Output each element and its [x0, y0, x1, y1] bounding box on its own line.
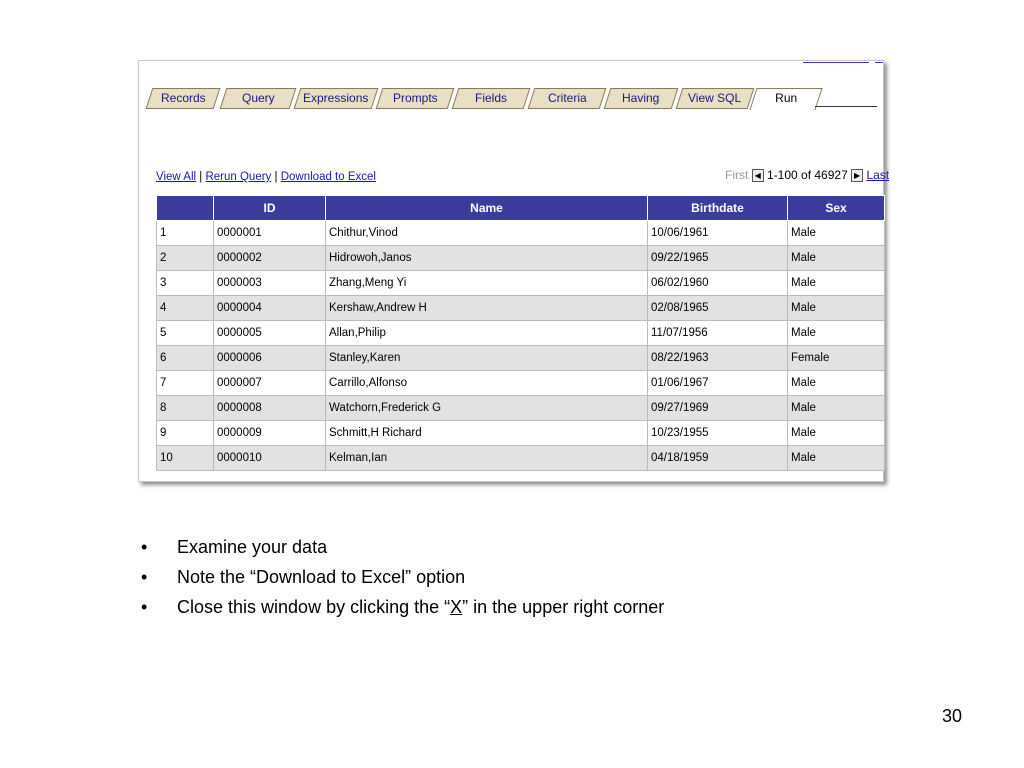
- bullet-item: • Note the “Download to Excel” option: [141, 565, 664, 595]
- table-row: [157, 321, 885, 346]
- cell-birthdate: 02/08/1965: [648, 296, 788, 321]
- tab-having[interactable]: Having: [604, 88, 679, 109]
- cell-sex: Male: [788, 271, 885, 296]
- pagination: [725, 168, 889, 182]
- table-row: [157, 271, 885, 296]
- cell-birthdate: 11/07/1956: [648, 321, 788, 346]
- cell-rownum: 3: [157, 271, 214, 296]
- top-link-fragment-2[interactable]: [875, 58, 883, 63]
- cell-sex: Male: [788, 296, 885, 321]
- page-range: 1-100 of 46927: [767, 168, 848, 182]
- cell-name: Kershaw,Andrew H: [326, 296, 648, 321]
- cell-birthdate: 01/06/1967: [648, 371, 788, 396]
- table-row: [157, 221, 885, 246]
- cell-sex: Male: [788, 446, 885, 471]
- cell-id: 0000009: [214, 421, 326, 446]
- col-header-birthdate[interactable]: Birthdate: [648, 196, 788, 221]
- cell-id: 0000003: [214, 271, 326, 296]
- table-row: [157, 396, 885, 421]
- left-arrow-icon[interactable]: ◀: [752, 169, 764, 182]
- cell-rownum: 9: [157, 421, 214, 446]
- col-header-name[interactable]: Name: [326, 196, 648, 221]
- table-row: [157, 296, 885, 321]
- tab-underline: [815, 106, 877, 107]
- table-row: [157, 246, 885, 271]
- link-separator: |: [199, 171, 203, 183]
- cell-birthdate: 09/27/1969: [648, 396, 788, 421]
- tab-view-sql[interactable]: View SQL: [676, 88, 755, 109]
- table-row: [157, 421, 885, 446]
- cell-id: 0000006: [214, 346, 326, 371]
- link-separator: |: [274, 171, 278, 183]
- cell-rownum: 2: [157, 246, 214, 271]
- instruction-list: [141, 535, 664, 625]
- right-arrow-icon[interactable]: ▶: [851, 169, 863, 182]
- col-header-id[interactable]: ID: [214, 196, 326, 221]
- cell-birthdate: 04/18/1959: [648, 446, 788, 471]
- cell-birthdate: 10/06/1961: [648, 221, 788, 246]
- tab-prompts[interactable]: Prompts: [376, 88, 455, 109]
- query-results-screenshot: [138, 60, 890, 482]
- cell-name: Watchorn,Frederick G: [326, 396, 648, 421]
- table-row: [157, 446, 885, 471]
- rerun-query-link[interactable]: Rerun Query: [205, 171, 272, 183]
- view-all-link[interactable]: View All: [156, 171, 197, 183]
- bullet-item: • Close this window by clicking the “X” in the upper right corner: [141, 595, 664, 625]
- cell-id: 0000005: [214, 321, 326, 346]
- tab-query[interactable]: Query: [220, 88, 297, 109]
- cell-sex: Male: [788, 246, 885, 271]
- cell-id: 0000008: [214, 396, 326, 421]
- cell-rownum: 5: [157, 321, 214, 346]
- cell-sex: Male: [788, 396, 885, 421]
- cell-birthdate: 09/22/1965: [648, 246, 788, 271]
- col-header-rownum: [157, 196, 214, 221]
- cell-sex: Female: [788, 346, 885, 371]
- cell-id: 0000010: [214, 446, 326, 471]
- cell-name: Stanley,Karen: [326, 346, 648, 371]
- cell-sex: Male: [788, 421, 885, 446]
- tab-criteria[interactable]: Criteria: [528, 88, 607, 109]
- tab-expressions[interactable]: Expressions: [294, 88, 379, 109]
- table-row: [157, 346, 885, 371]
- first-link[interactable]: First: [725, 168, 749, 182]
- cell-name: Zhang,Meng Yi: [326, 271, 648, 296]
- cell-rownum: 8: [157, 396, 214, 421]
- cell-rownum: 7: [157, 371, 214, 396]
- top-link-fragment[interactable]: [803, 58, 869, 63]
- tab-bar: [145, 88, 883, 110]
- cell-id: 0000004: [214, 296, 326, 321]
- tab-records[interactable]: Records: [146, 88, 221, 109]
- cell-name: Schmitt,H Richard: [326, 421, 648, 446]
- cell-name: Chithur,Vinod: [326, 221, 648, 246]
- cell-sex: Male: [788, 221, 885, 246]
- cell-birthdate: 10/23/1955: [648, 421, 788, 446]
- table-header-row: [157, 196, 885, 221]
- cell-id: 0000002: [214, 246, 326, 271]
- x-mark-text: X: [450, 597, 463, 617]
- last-link[interactable]: Last: [866, 168, 890, 182]
- cell-sex: Male: [788, 321, 885, 346]
- bullet-item: • Examine your data: [141, 535, 664, 565]
- cell-name: Hidrowoh,Janos: [326, 246, 648, 271]
- col-header-sex[interactable]: Sex: [788, 196, 885, 221]
- cell-id: 0000001: [214, 221, 326, 246]
- table-row: [157, 371, 885, 396]
- slide-page-number: 30: [941, 706, 962, 726]
- cell-rownum: 1: [157, 221, 214, 246]
- action-links: [156, 171, 376, 183]
- cell-name: Kelman,Ian: [326, 446, 648, 471]
- tab-run[interactable]: Run: [749, 88, 822, 110]
- cell-rownum: 4: [157, 296, 214, 321]
- cell-rownum: 6: [157, 346, 214, 371]
- results-table: [156, 195, 885, 471]
- cell-birthdate: 08/22/1963: [648, 346, 788, 371]
- cell-rownum: 10: [157, 446, 214, 471]
- cell-sex: Male: [788, 371, 885, 396]
- cell-id: 0000007: [214, 371, 326, 396]
- download-excel-link[interactable]: Download to Excel: [280, 171, 376, 183]
- cell-name: Allan,Philip: [326, 321, 648, 346]
- cell-name: Carrillo,Alfonso: [326, 371, 648, 396]
- cell-birthdate: 06/02/1960: [648, 271, 788, 296]
- tab-fields[interactable]: Fields: [452, 88, 531, 109]
